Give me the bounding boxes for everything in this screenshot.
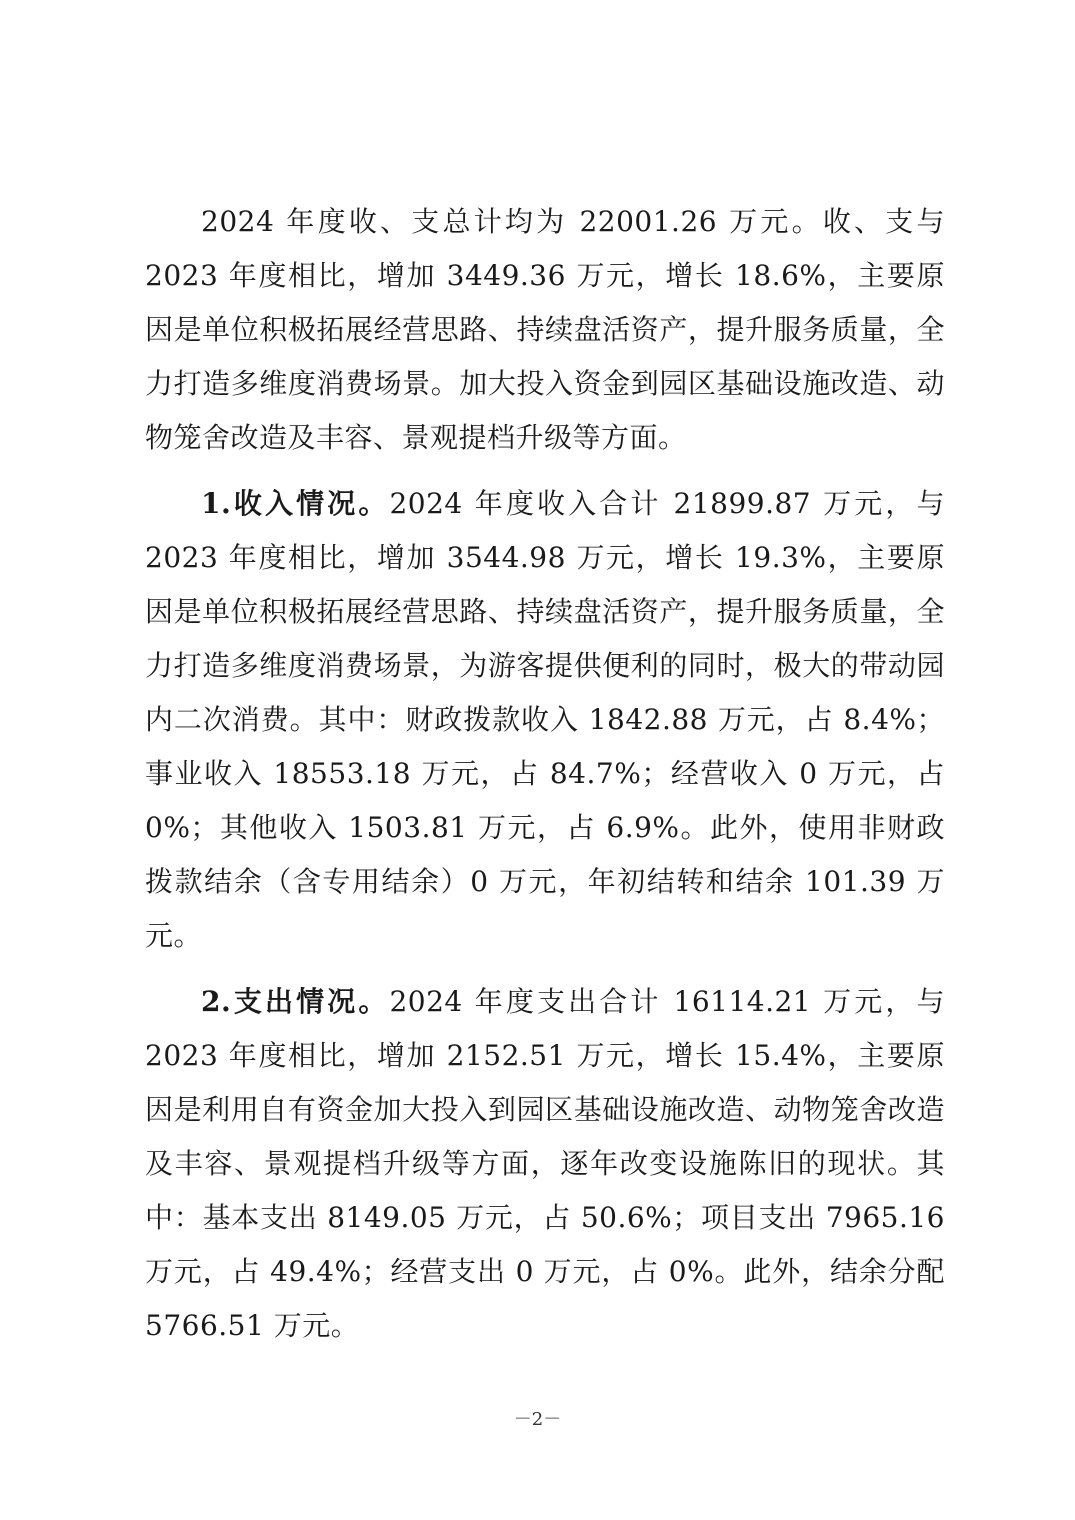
paragraph-expenditure bbox=[145, 975, 945, 1353]
paragraph-income bbox=[145, 477, 945, 963]
page-number: －2－ bbox=[513, 1409, 562, 1430]
paragraph-summary bbox=[145, 195, 945, 465]
section-heading-income: 1.收入情况。 bbox=[201, 487, 390, 520]
paragraph-text: 2024 年度收入合计 21899.87 万元，与 2023 年度相比，增加 3544.98 万元，增长 19.3%，主要原因是单位积极拓展经营思路、持续盘活资产，提升服务质量，全力打造多维度消费场景，为游客提供便利的同时，极大的带动园内二次消费。其中：财政拨款收入 1842.88 万元，占 8.4%；事业收入 18553.18 万元，占 84.7%；经营收入 0 万元，占 0%；其他收入 1503.81 万元，占 6.9%。此外，使用非财政拨款结余（含专用结余）0 万元，年初结转和结余 101.39 万元。 bbox=[145, 487, 945, 952]
paragraph-text: 2024 年度支出合计 16114.21 万元，与 2023 年度相比，增加 2152.51 万元，增长 15.4%，主要原因是利用自有资金加大投入到园区基础设施改造、动物笼舍改造及丰容、景观提档升级等方面，逐年改变设施陈旧的现状。其中：基本支出 8149.05 万元，占 50.6%；项目支出 7965.16 万元，占 49.4%；经营支出 0 万元，占 0%。此外，结余分配 5766.51 万元。 bbox=[145, 985, 945, 1342]
section-heading-expenditure: 2.支出情况。 bbox=[201, 985, 390, 1018]
document-body bbox=[145, 195, 945, 1353]
paragraph-text: 2024 年度收、支总计均为 22001.26 万元。收、支与 2023 年度相比，增加 3449.36 万元，增长 18.6%，主要原因是单位积极拓展经营思路、持续盘活资产，提升服务质量，全力打造多维度消费场景。加大投入资金到园区基础设施改造、动物笼舍改造及丰容、景观提档升级等方面。 bbox=[145, 205, 945, 454]
